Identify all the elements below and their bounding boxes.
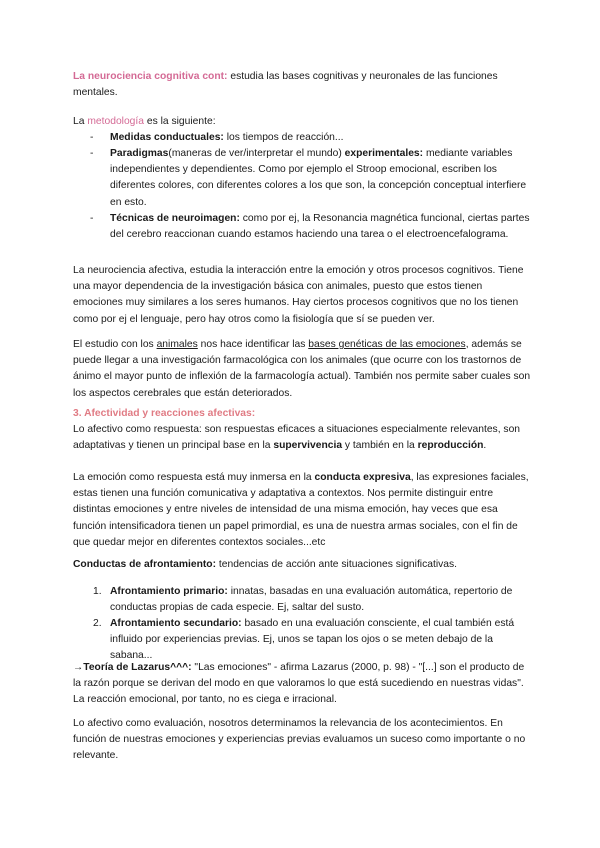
afectiva-paragraph-1: La neurociencia afectiva, estudia la interacción entre la emoción y otros procesos cognitivos. Tiene una mayor dependencia de la investigación básica con animales, puesto que estos tienen emociones muy similares a los seres humanos. Hay ciertos procesos cognitivos que no los tienen como por ej el lenguaje, pero hay otros como la fisiología que sí se pueden ver. bbox=[73, 265, 524, 325]
bold-text: conducta expresiva bbox=[314, 472, 411, 483]
intro-paragraph bbox=[73, 69, 533, 101]
list-item-text: mediante variables independientes y dependientes. Como por ejemplo el Stroop emocional, escriben los diferentes colores, con diferentes colores a los que son, la concepción conceptual interfiere en esto. bbox=[110, 148, 527, 208]
metodologia-post: es la siguiente: bbox=[144, 116, 216, 127]
list-item bbox=[110, 130, 530, 146]
text-span: nos hace identificar las bbox=[197, 339, 309, 350]
list-item-bold: experimentales: bbox=[344, 148, 424, 159]
list-item bbox=[110, 146, 530, 211]
list-item bbox=[110, 211, 530, 243]
list-dash: - bbox=[90, 148, 94, 159]
metodologia-intro bbox=[73, 114, 533, 130]
text-span: La emoción como respuesta está muy inmersa en la bbox=[73, 472, 315, 483]
evaluacion-paragraph: Lo afectivo como evaluación, nosotros determinamos la relevancia de los acontecimientos. En función de nuestras emociones y experiencias previas evaluamos un suceso como importante o no relevante. bbox=[73, 718, 526, 762]
text-span: tendencias de acción ante situaciones significativas. bbox=[216, 559, 458, 570]
list-item-bold: Medidas conductuales: bbox=[110, 132, 224, 143]
underlined-text: bases genéticas de las emociones bbox=[308, 339, 466, 350]
list-item-bold: Paradigmas bbox=[110, 148, 169, 159]
bold-text: →Teoría de Lazarus^^^: bbox=[73, 662, 192, 673]
text-span: , las expresiones faciales, estas tienen una función comunicativa y adaptativa a contextos. Nos permite distinguir entre distintas emociones y entre niveles de intensidad de una misma emoción, hay veces que esa función intensificadora tienen un papel primordial, es una de nuestra armas sociales, con el fin de que quedar mejor en diferentes contextos sociales...etc bbox=[73, 472, 529, 548]
metodologia-word: metodología bbox=[87, 116, 145, 127]
metodologia-pre: La bbox=[73, 116, 88, 127]
list-item-bold: Afrontamiento primario: bbox=[110, 586, 228, 597]
list-item-bold: Técnicas de neuroimagen: bbox=[110, 213, 240, 224]
intro-heading: La neurociencia cognitiva cont: bbox=[73, 71, 228, 82]
list-item-text: basado en una evaluación consciente, el cual también está influido por experiencias previas. Ej, unos se tapan los ojos o se meten debajo de la sabana... bbox=[110, 618, 515, 662]
underlined-text: animales bbox=[156, 339, 198, 350]
list-item-text: innatas, basadas en una evaluación automática, repertorio de conductas propias de cada especie. Ej, saltar del susto. bbox=[110, 586, 513, 614]
list-item bbox=[110, 584, 530, 616]
afrontamiento-paragraph bbox=[73, 557, 533, 573]
text-span: , además se puede llegar a una investigación farmacológica con los animales (que ocurre con los trastornos de ánimo el mayor punto de inflexión de la farmacología actual). También nos permite saber cuales son los aspectos cerebrales que están deteriorados. bbox=[73, 339, 531, 399]
text-span: y también en la bbox=[342, 440, 418, 452]
text-span: "Las emociones" - afirma Lazarus (2000, p. 98) - "[...] son el producto de la razón porque se derivan del modo en que valoramos lo que está sucediendo en nuestras vidas". La reacción emocional, por tanto, no es ciega e irracional. bbox=[73, 662, 525, 706]
list-item-text: (maneras de ver/interpretar el mundo) bbox=[168, 148, 345, 159]
bold-text: supervivencia bbox=[273, 440, 343, 452]
text-span: . bbox=[483, 440, 487, 452]
section3-paragraph-1 bbox=[73, 422, 533, 454]
lazarus-paragraph bbox=[73, 660, 533, 709]
section-heading: 3. Afectividad y reacciones afectivas: bbox=[73, 408, 256, 419]
intro-text: estudia las bases cognitivas y neuronales de las funciones mentales. bbox=[73, 71, 498, 99]
list-item-bold: Afrontamiento secundario: bbox=[110, 618, 242, 629]
bold-text: Conductas de afrontamiento: bbox=[73, 559, 217, 570]
list-dash: - bbox=[90, 132, 94, 143]
section3-paragraph-2 bbox=[73, 470, 533, 551]
list-item bbox=[110, 616, 530, 665]
text-span: Lo afectivo como respuesta: son respuestas eficaces a situaciones especialmente relevantes, son adaptativas y tienen un principal base en la bbox=[73, 424, 521, 452]
list-item-text: como por ej, la Resonancia magnética funcional, ciertas partes del cerebro reaccionan cuando estamos haciendo una tarea o el electroencefalograma. bbox=[110, 213, 530, 241]
section3-heading bbox=[73, 406, 533, 422]
afectiva-paragraph-2 bbox=[73, 337, 533, 402]
list-number: 2. bbox=[93, 618, 102, 629]
text-span: El estudio con los bbox=[73, 339, 157, 350]
bold-text: reproducción bbox=[417, 440, 484, 452]
list-item-text: los tiempos de reacción... bbox=[223, 132, 344, 143]
list-number: 1. bbox=[93, 586, 102, 597]
list-dash: - bbox=[90, 213, 94, 224]
